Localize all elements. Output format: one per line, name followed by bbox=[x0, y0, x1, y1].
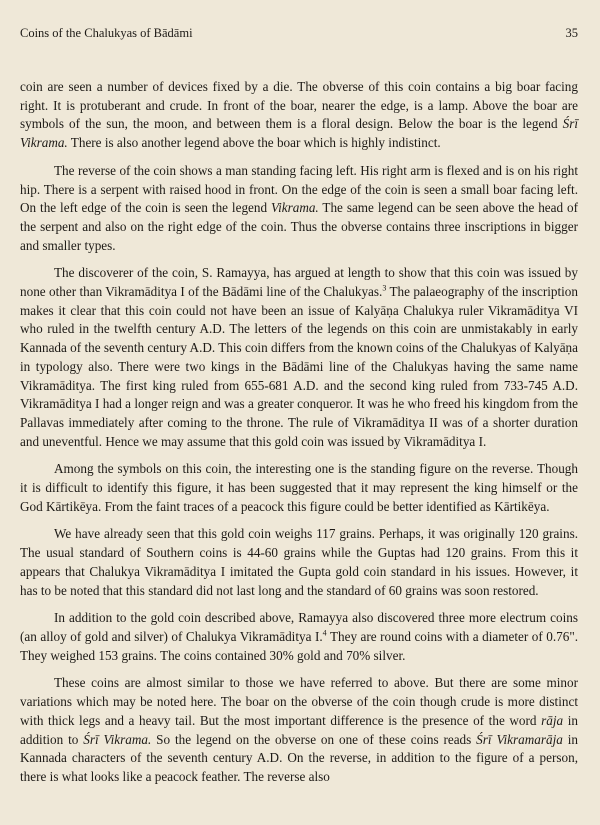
text-run: in Kannada characters of the seventh century A.D. On the reverse, in addition to the figure of a person, there is what looks like a peacock feather. The reverse also bbox=[20, 731, 579, 784]
paragraph bbox=[20, 460, 578, 516]
text-run: So the legend on the obverse on one of these coins reads bbox=[151, 731, 477, 747]
text-run: In addition to the gold coin described above, Ramayya also discovered three more electrum coins (an alloy of gold and silver) of Chalukya Vikramāditya I. bbox=[20, 610, 578, 644]
paragraph bbox=[20, 674, 578, 786]
running-head bbox=[20, 26, 578, 40]
text-run: They are round coins with a diameter of 0.76". They weighed 153 grains. The coins contained 30% gold and 70% silver. bbox=[20, 628, 579, 663]
running-title: Coins of the Chalukyas of Bādāmi bbox=[20, 26, 193, 40]
text-run: There is also another legend above the boar which is highly indistinct. bbox=[67, 135, 441, 151]
paragraph bbox=[20, 162, 578, 256]
text-run: coin are seen a number of devices fixed by a die. The obverse of this coin contains a big boar facing right. It is protuberant and crude. In front of the boar, nearer the edge, is a lamp. Above the boar are symbols of the sun, the moon, and between them is a floral design. Below the boar is the legend bbox=[20, 79, 578, 132]
italic-term: Śrī Vikrama. bbox=[20, 116, 578, 151]
text-run: The discoverer of the coin, S. Ramayya, has argued at length to show that this coin was issued by none other than Vikramāditya I of the Bādāmi line of the Chalukyas. bbox=[20, 265, 578, 300]
paragraph bbox=[20, 525, 578, 600]
text-run: The same legend can be seen above the head of the serpent and also on the right edge of the coin. Thus the obverse contains three inscriptions in bigger and smaller types. bbox=[20, 200, 578, 253]
text-run: The reverse of the coin shows a man standing facing left. His right arm is flexed and is on his right hip. There is a serpent with raised hood in front. On the edge of the coin is seen a small boar facing left. On the left edge of the coin is seen the legend bbox=[20, 162, 578, 216]
body-text bbox=[20, 78, 578, 796]
text-run: These coins are almost similar to those we have referred to above. But there are some minor variations which may be noted here. The boar on the obverse of the coin though crude is more distinct with thick legs and a heavy tail. But the most important difference is the presence of the word bbox=[20, 675, 578, 728]
footnote-marker: 4 bbox=[322, 628, 327, 638]
italic-term: rāja bbox=[541, 712, 564, 728]
text-run: The palaeography of the inscription makes it clear that this coin could not have been an issue of Kalyāṇa Chalukya ruler Vikramāditya VI who ruled in the twelfth century A.D. The letters of the legends on this coin are unmistakably in early Kannada of the seventh century A.D. This coin differs from the known coins of the Chalukyas of Kalyāṇa in typology also. There were two kings in the Bādāmi line of the Chalukyas having the same name Vikramāditya. The first king ruled from 655-681 A.D. and the second king ruled from 733-745 A.D. Vikramāditya I had a longer reign and was a greater conqueror. It was he who freed his kingdom from the Pallavas immediately after coming to the throne. The rule of Vikramāditya II was of a shorter duration and uneventful. Hence we may assume that this gold coin was issued by Vikramāditya I. bbox=[20, 284, 579, 449]
paragraph bbox=[20, 264, 578, 451]
italic-term: Śrī Vikramarāja bbox=[476, 731, 563, 747]
text-run: We have already seen that this gold coin weighs 117 grains. Perhaps, it was originally 120 grains. The usual standard of Southern coins is 44-60 grains while the Guptas had 120 grains. From this it appears that Chalukya Vikramāditya I imitated the Gupta gold coin standard in his issues. However, it has to be noted that this standard did not last long and the standard of 60 grains was soon restored. bbox=[20, 526, 578, 598]
paragraph bbox=[20, 78, 578, 153]
footnote-marker: 3 bbox=[382, 283, 387, 293]
text-run: Among the symbols on this coin, the interesting one is the standing figure on the reverse. Though it is difficult to identify this figure, it has been suggested that it may represent the king himself or the God Kārtikēya. From the faint traces of a peacock this figure could be better identified as Kārtikēya. bbox=[20, 461, 578, 514]
page-number: 35 bbox=[565, 26, 578, 40]
text-run: in addition to bbox=[20, 712, 578, 747]
paragraph bbox=[20, 609, 578, 665]
italic-term: Śrī Vikrama. bbox=[83, 731, 152, 747]
italic-term: Vikrama. bbox=[271, 200, 319, 216]
